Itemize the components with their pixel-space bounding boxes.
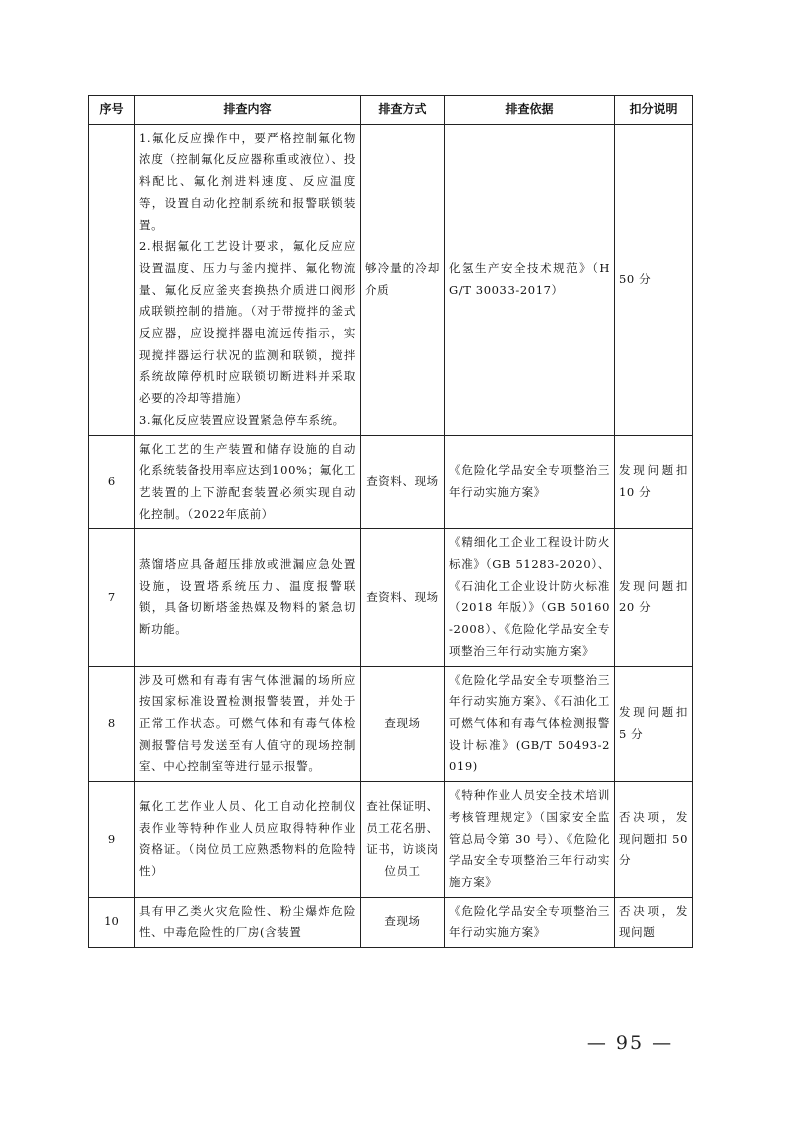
row-number: 9 [89, 782, 135, 898]
row-deduction: 发现问题扣 20 分 [615, 529, 693, 666]
row-basis: 化氢生产安全技术规范》（HG/T 30033-2017） [445, 124, 615, 435]
table-row [89, 666, 693, 782]
row-number: 10 [89, 897, 135, 947]
header-row [89, 96, 693, 125]
row-method: 查资料、现场 [361, 435, 445, 529]
row-method: 查现场 [361, 897, 445, 947]
row-basis: 《危险化学品安全专项整治三年行动实施方案》 [445, 897, 615, 947]
row-number: 8 [89, 666, 135, 782]
row-deduction: 否决项，发现问题 [615, 897, 693, 947]
content-item-2: 2.根据氟化工艺设计要求，氟化反应应设置温度、压力与釜内搅拌、氟化物流量、氟化反应釜夹套换热介质进口阀形成联锁控制的措施。（对于带搅拌的釜式反应器，应设搅拌器电流远传指示，实现搅拌器运行状况的监测和联锁，搅拌系统故障停机时应联锁切断进料并采取必要的冷却等措施） [139, 239, 356, 406]
row-method: 够冷量的冷却介质 [361, 124, 445, 435]
content-item-3: 3.氟化反应装置应设置紧急停车系统。 [139, 412, 345, 427]
row-method: 查社保证明、员工花名册、证书，访谈岗位员工 [361, 782, 445, 898]
row-deduction: 发现问题扣 10 分 [615, 435, 693, 529]
row-number: 7 [89, 529, 135, 666]
row-deduction: 50 分 [615, 124, 693, 435]
header-inspection-method: 排查方式 [361, 96, 445, 125]
row-method: 查资料、现场 [361, 529, 445, 666]
page-number: — 95 — [586, 1032, 674, 1054]
table-row [89, 124, 693, 435]
row-deduction: 否决项，发现问题扣 50 分 [615, 782, 693, 898]
row-number [89, 124, 135, 435]
table-row [89, 782, 693, 898]
row-content: 氟化工艺的生产装置和储存设施的自动化系统装备投用率应达到100%；氟化工艺装置的上下游配套装置必须实现自动化控制。（2022年底前） [135, 435, 361, 529]
table-row [89, 529, 693, 666]
inspection-table [88, 95, 693, 948]
header-inspection-basis: 排查依据 [445, 96, 615, 125]
row-basis: 《精细化工企业工程设计防火标准》（GB 51283-2020）、《石油化工企业设计防火标准（2018 年版）》（GB 50160-2008）、《危险化学品安全专项整治三年行动实施方案》 [445, 529, 615, 666]
row-content: 涉及可燃和有毒有害气体泄漏的场所应按国家标准设置检测报警装置，并处于正常工作状态。可燃气体和有毒气体检测报警信号发送至有人值守的现场控制室、中心控制室等进行显示报警。 [135, 666, 361, 782]
row-basis: 《特种作业人员安全技术培训考核管理规定》（国家安全监管总局令第 30 号）、《危险化学品安全专项整治三年行动实施方案》 [445, 782, 615, 898]
row-method: 查现场 [361, 666, 445, 782]
row-content: 蒸馏塔应具备超压排放或泄漏应急处置设施，设置塔系统压力、温度报警联锁，具备切断塔釜热媒及物料的紧急切断功能。 [135, 529, 361, 666]
row-basis: 《危险化学品安全专项整治三年行动实施方案》、《石油化工可燃气体和有毒气体检测报警设计标准》(GB/T 50493-2019) [445, 666, 615, 782]
content-item-1: 1.氟化反应操作中，要严格控制氟化物浓度（控制氟化反应器称重或液位）、投料配比、氟化剂进料速度、反应温度等，设置自动化控制系统和报警联锁装置。 [139, 130, 356, 232]
row-basis: 《危险化学品安全专项整治三年行动实施方案》 [445, 435, 615, 529]
table-row [89, 897, 693, 947]
row-content: 具有甲乙类火灾危险性、粉尘爆炸危险性、中毒危险性的厂房(含装置 [135, 897, 361, 947]
row-content: 氟化工艺作业人员、化工自动化控制仪表作业等特种作业人员应取得特种作业资格证。（岗位员工应熟悉物料的危险特性） [135, 782, 361, 898]
header-inspection-content: 排查内容 [135, 96, 361, 125]
row-number: 6 [89, 435, 135, 529]
row-content [135, 124, 361, 435]
header-deduction-note: 扣分说明 [615, 96, 693, 125]
header-serial-number: 序号 [89, 96, 135, 125]
table-row [89, 435, 693, 529]
row-deduction: 发现问题扣 5 分 [615, 666, 693, 782]
